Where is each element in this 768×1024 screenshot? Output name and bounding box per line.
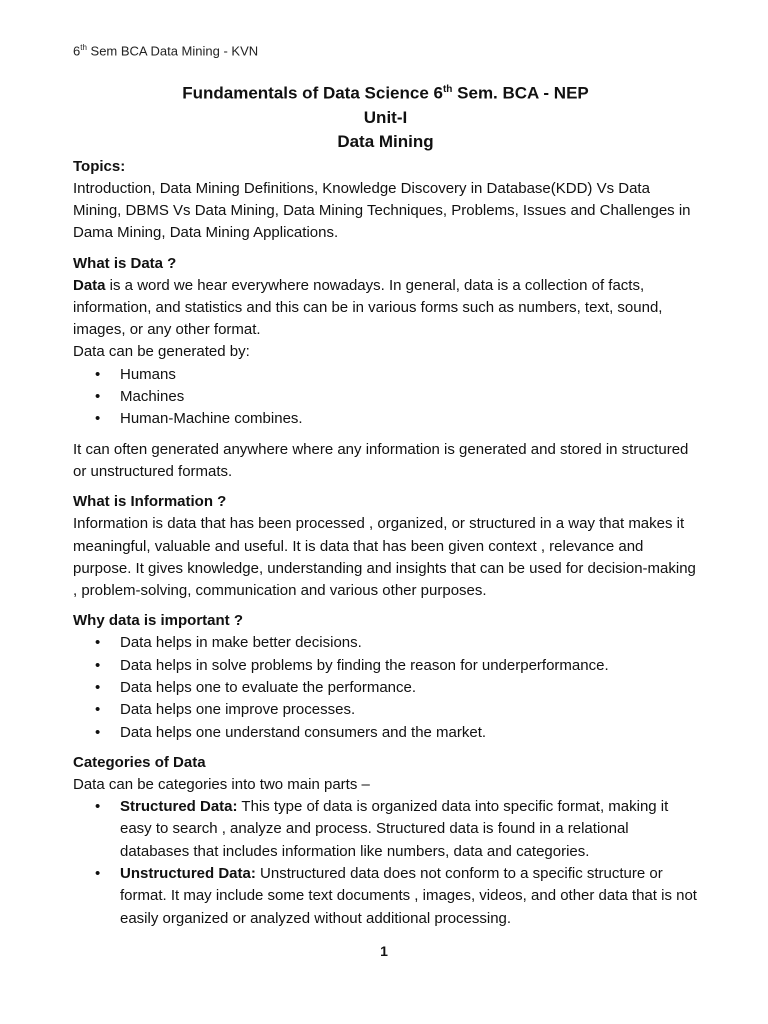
what-is-information-heading: What is Information ? — [73, 493, 227, 511]
list-item: • Human-Machine combines. — [73, 408, 698, 430]
list-item: • Structured Data: This type of data is organized data into specific format, making it easy to search , analyze and process. Structured data is found in a relational databases that includes information like numbers, data and categories. — [73, 796, 698, 863]
page-content — [73, 78, 698, 930]
generated-by-text: Data can be generated by: — [73, 343, 250, 361]
list-item: • Humans — [73, 364, 698, 386]
list-item: • Data helps in solve problems by finding the reason for underperformance. — [73, 655, 698, 677]
running-header: 6th Sem BCA Data Mining - KVN — [73, 43, 259, 59]
document-title — [73, 78, 698, 154]
topics-heading: Topics: — [73, 157, 126, 175]
what-is-data-paragraph: Data is a word we hear everywhere nowadays. In general, data is a collection of facts, information, and statistics and this can be in various forms such as numbers, text, sound, images, or any other format. — [73, 276, 663, 339]
title-subject: Data Mining — [337, 131, 434, 151]
data-sources-list — [73, 364, 698, 431]
list-item: • Data helps one understand consumers and the market. — [73, 722, 698, 744]
page-number: 1 — [380, 943, 388, 959]
title-line-1: Fundamentals of Data Science 6th Sem. BCA - NEP — [182, 83, 589, 103]
information-paragraph: Information is data that has been processed , organized, or structured in a way that makes it meaningful, valuable and useful. It is data that has been given context , relevance and purpose. It gives knowledge, understanding and insights that can be used for decision-making , problem-solving, communication and various other purposes. — [73, 515, 696, 600]
list-item: • Data helps one to evaluate the performance. — [73, 677, 698, 699]
why-important-heading: Why data is important ? — [73, 612, 244, 630]
list-item: • Data helps one improve processes. — [73, 699, 698, 721]
list-item: • Data helps in make better decisions. — [73, 632, 698, 654]
list-item: • Machines — [73, 386, 698, 408]
title-unit: Unit-I — [363, 107, 408, 127]
what-is-data-heading: What is Data ? — [73, 254, 177, 272]
list-item: • Unstructured Data: Unstructured data does not conform to a specific structure or format. It may include some text documents , images, videos, and other data that is not easily organized or analyzed without additional processing. — [73, 863, 698, 930]
categories-list — [73, 796, 698, 930]
categories-heading: Categories of Data — [73, 753, 206, 771]
importance-list — [73, 632, 698, 743]
data-closing-paragraph: It can often generated anywhere where any information is generated and stored in structured or unstructured formats. — [73, 440, 689, 480]
topics-text: Introduction, Data Mining Definitions, Knowledge Discovery in Database(KDD) Vs Data Mining, DBMS Vs Data Mining, Data Mining Techniques, Problems, Issues and Challenges in Dama Mining, Data Mining Applications. — [73, 179, 691, 242]
categories-intro: Data can be categories into two main parts – — [73, 775, 370, 793]
